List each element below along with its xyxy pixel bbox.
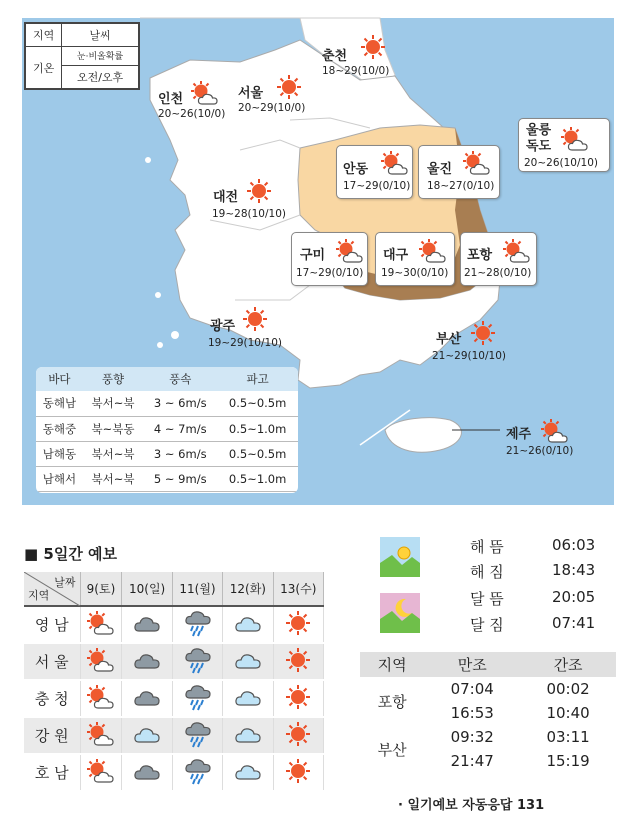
forecast-region: 충 청 [24, 680, 80, 717]
tide-header: 지역 [360, 652, 424, 677]
sea-cell: 0.5~0.5m [217, 391, 298, 416]
temp-busan: 21~29(10/10) [432, 350, 506, 362]
city-pohang: 포항 [467, 248, 493, 263]
sunset-label: 해 짐 [470, 563, 504, 581]
forecast-row [24, 643, 324, 680]
tide-row [360, 725, 616, 749]
rain-icon [184, 646, 212, 677]
city-incheon: 인천 [158, 92, 184, 107]
sea-cell: 북~북동 [83, 416, 143, 441]
forecast-region: 강 원 [24, 717, 80, 754]
sea-header: 풍향 [83, 367, 143, 391]
temp-daejeon: 19~28(10/10) [212, 208, 286, 220]
square-bullet-icon: ■ [24, 545, 39, 563]
sea-row [36, 441, 298, 466]
tide-low: 00:02 [546, 680, 590, 698]
cloud-blue-icon [234, 760, 262, 785]
tide-row [360, 677, 616, 701]
sunny-icon [242, 306, 268, 336]
sea-header: 바다 [36, 367, 83, 391]
sea-forecast-table [36, 367, 298, 493]
sunny-icon [470, 320, 496, 350]
tide-header: 만조 [424, 652, 520, 677]
day-header: 9(토) [80, 572, 122, 606]
sea-cell: 0.5~1.0m [217, 466, 298, 491]
forecast-region: 서 울 [24, 643, 80, 680]
temp-uljin: 18~27(0/10) [427, 180, 495, 192]
city-andong: 안동 [343, 162, 369, 177]
sea-cell: 3 ~ 6m/s [143, 441, 217, 466]
partly-cloudy-icon [335, 238, 365, 268]
sea-cell: 북서~북 [83, 391, 143, 416]
tide-low: 10:40 [546, 704, 590, 722]
rain-icon [184, 720, 212, 751]
partly-cloudy-icon [86, 758, 116, 787]
auto-response-note: · 일기예보 자동응답 131 [398, 798, 545, 813]
partly-cloudy-icon [418, 238, 448, 268]
forecast-title-text: 5일간 예보 [43, 545, 118, 563]
city-gumi: 구미 [300, 248, 326, 263]
forecast-row [24, 717, 324, 754]
cloudy-icon [133, 760, 161, 785]
five-day-forecast-table [24, 572, 324, 792]
city-ulleung: 울릉 독도 [526, 123, 552, 154]
sunny-icon [285, 758, 311, 787]
city-daejeon: 대전 [213, 190, 239, 205]
sea-header: 풍속 [143, 367, 217, 391]
temp-gumi: 17~29(0/10) [296, 267, 364, 279]
corner-date-label: 날짜 [54, 576, 76, 589]
cloudy-icon [133, 686, 161, 711]
sea-row [36, 466, 298, 491]
moonset-label: 달 짐 [470, 616, 504, 634]
sea-cell: 4 ~ 7m/s [143, 416, 217, 441]
cloud-blue-icon [133, 723, 161, 748]
legend-temp: 기온 [26, 47, 62, 89]
legend-rain-prob: 눈·비올확률 [62, 47, 139, 66]
city-busan: 부산 [436, 332, 462, 347]
temp-pohang: 21~28(0/10) [464, 267, 532, 279]
sea-header: 파고 [217, 367, 298, 391]
forecast-title [24, 543, 117, 564]
rain-icon [184, 757, 212, 788]
tide-high: 07:04 [450, 680, 494, 698]
sea-cell: 남해서 [36, 466, 83, 491]
city-seoul: 서울 [238, 86, 264, 101]
tide-table [360, 652, 616, 773]
sea-cell: 동해중 [36, 416, 83, 441]
partly-cloudy-icon [560, 126, 590, 156]
forecast-region: 영 남 [24, 606, 80, 643]
temp-incheon: 20~26(10/0) [158, 108, 226, 120]
sea-cell: 0.5~0.5m [217, 441, 298, 466]
forecast-row [24, 606, 324, 643]
sunny-icon [276, 74, 302, 104]
city-chuncheon: 춘천 [322, 49, 348, 64]
moonset-time: 07:41 [552, 614, 596, 632]
rain-icon [184, 609, 212, 640]
sea-row [36, 416, 298, 441]
legend-region: 지역 [26, 24, 62, 47]
sea-cell: 북서~북 [83, 466, 143, 491]
day-header: 13(수) [273, 572, 323, 606]
sea-cell: 0.5~1.0m [217, 416, 298, 441]
partly-cloudy-icon [86, 647, 116, 676]
sunny-icon [285, 721, 311, 750]
sea-cell: 3 ~ 6m/s [143, 391, 217, 416]
moonrise-time: 20:05 [552, 588, 596, 606]
sunny-icon [285, 684, 311, 713]
day-header: 11(월) [172, 572, 222, 606]
sea-cell: 동해남 [36, 391, 83, 416]
city-uljin: 울진 [427, 162, 453, 177]
sea-cell: 북서~북 [83, 441, 143, 466]
map-legend [24, 22, 140, 90]
tide-region: 포항 [377, 692, 407, 711]
tide-high: 09:32 [450, 728, 494, 746]
city-daegu: 대구 [383, 248, 409, 263]
forecast-corner [24, 572, 80, 606]
cloudy-icon [133, 612, 161, 637]
cloud-blue-icon [234, 612, 262, 637]
tide-high: 21:47 [450, 752, 494, 770]
partly-cloudy-icon [86, 721, 116, 750]
partly-cloudy-icon [190, 80, 220, 110]
sunrise-time: 06:03 [552, 536, 596, 554]
tide-region: 부산 [377, 740, 407, 759]
tide-header: 간조 [520, 652, 616, 677]
sunny-icon [285, 610, 311, 639]
partly-cloudy-icon [86, 610, 116, 639]
partly-cloudy-icon [540, 418, 570, 448]
cloudy-icon [133, 649, 161, 674]
temp-andong: 17~29(0/10) [343, 180, 411, 192]
partly-cloudy-icon [502, 238, 532, 268]
tide-low: 03:11 [546, 728, 590, 746]
sunny-icon [285, 647, 311, 676]
partly-cloudy-icon [86, 684, 116, 713]
forecast-row [24, 680, 324, 717]
temp-seoul: 20~29(10/0) [238, 102, 306, 114]
sunrise-label: 해 뜸 [470, 538, 504, 556]
sea-cell: 5 ~ 9m/s [143, 466, 217, 491]
sea-cell: 남해동 [36, 441, 83, 466]
temp-gwangju: 19~29(10/10) [208, 337, 282, 349]
temp-daegu: 19~30(0/10) [381, 267, 449, 279]
forecast-row [24, 754, 324, 791]
tide-low: 15:19 [546, 752, 590, 770]
city-gwangju: 광주 [210, 319, 236, 334]
city-jeju: 제주 [506, 427, 532, 442]
moonrise-label: 달 뜸 [470, 590, 504, 608]
partly-cloudy-icon [462, 150, 492, 180]
cloud-blue-icon [234, 649, 262, 674]
sunny-icon [360, 34, 386, 64]
sunny-icon [246, 178, 272, 208]
corner-region-label: 지역 [28, 589, 50, 602]
cloud-blue-icon [234, 723, 262, 748]
legend-am-pm: 오전/오후 [62, 65, 139, 88]
cloud-blue-icon [234, 686, 262, 711]
legend-weather: 날씨 [62, 24, 139, 47]
day-header: 12(화) [223, 572, 273, 606]
moonrise-moonset-icon [380, 593, 420, 633]
temp-chuncheon: 18~29(10/0) [322, 65, 390, 77]
tide-high: 16:53 [450, 704, 494, 722]
sunrise-sunset-icon [380, 537, 420, 577]
temp-jeju: 21~26(0/10) [506, 445, 574, 457]
day-header: 10(일) [122, 572, 172, 606]
sea-row [36, 391, 298, 416]
partly-cloudy-icon [380, 150, 410, 180]
rain-icon [184, 683, 212, 714]
temp-ulleung: 20~26(10/10) [524, 157, 598, 169]
sunset-time: 18:43 [552, 561, 596, 579]
forecast-region: 호 남 [24, 754, 80, 791]
